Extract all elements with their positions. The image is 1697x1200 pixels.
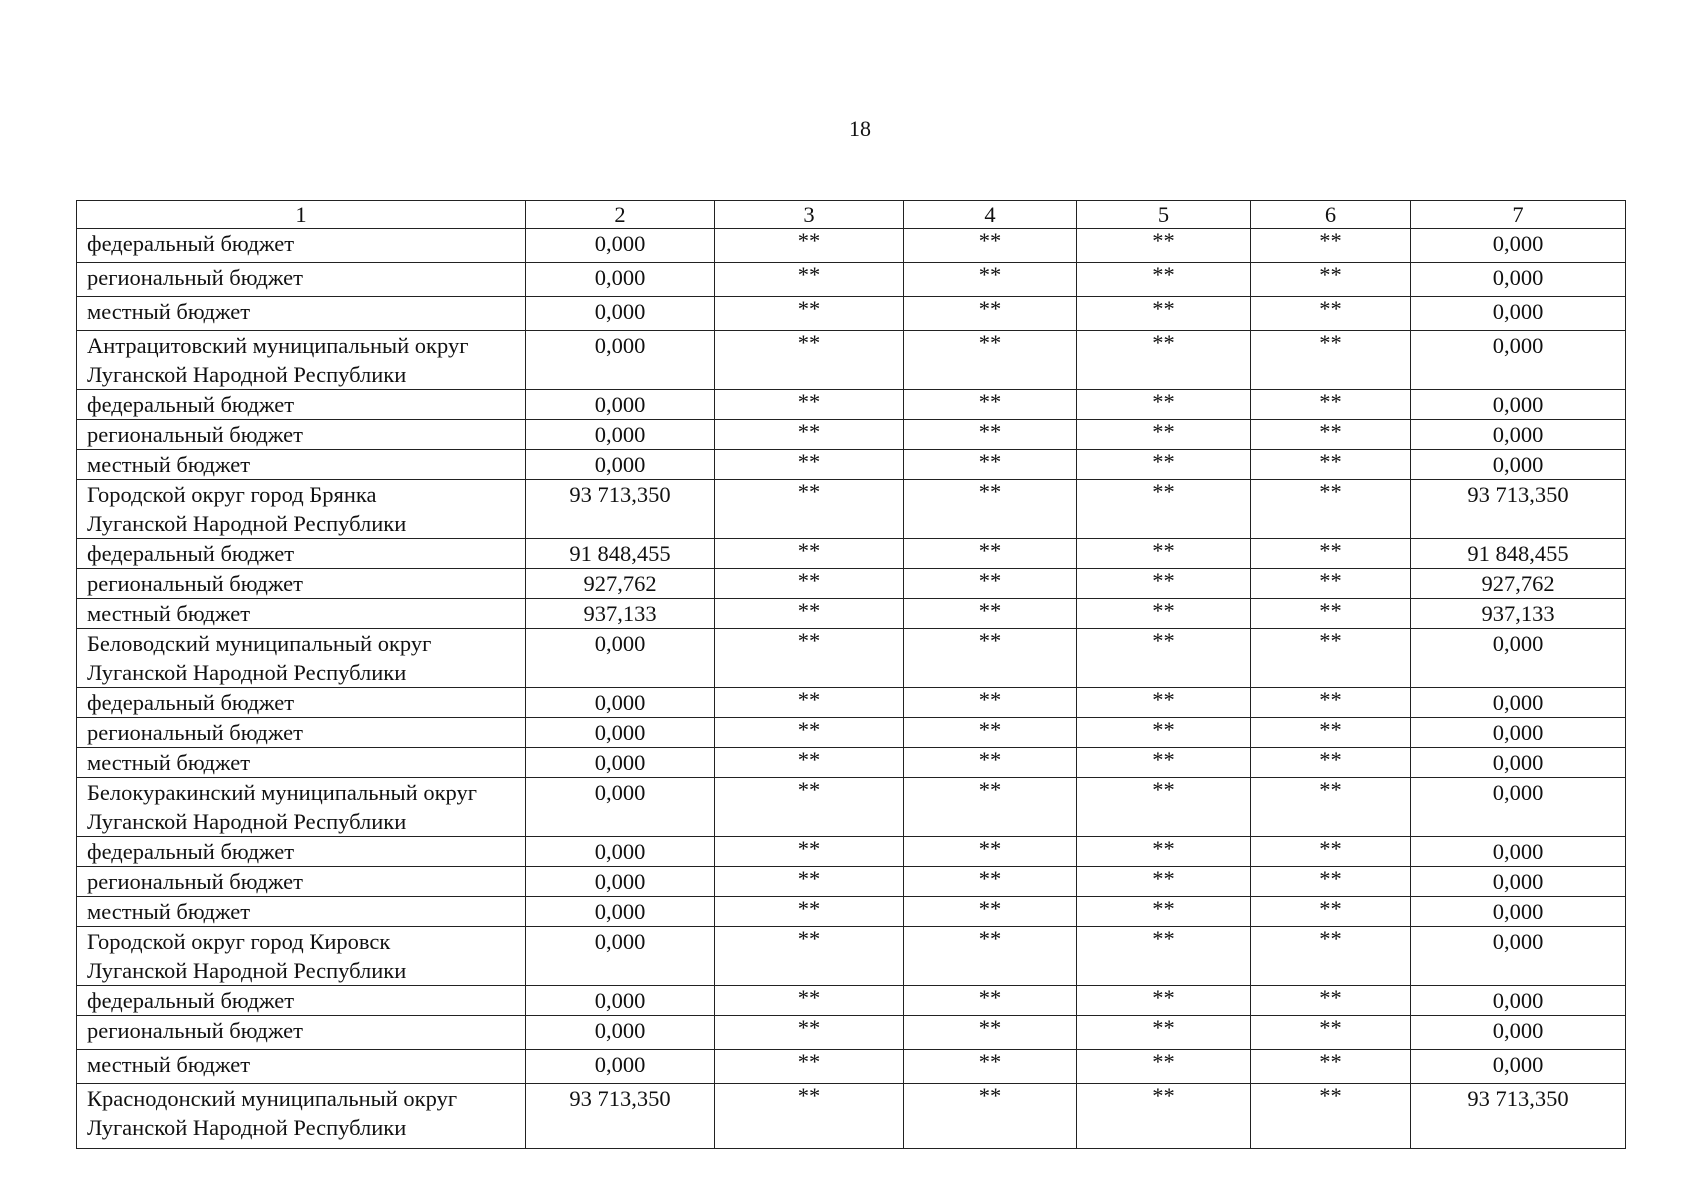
amount-cell: 93 713,350 — [526, 1084, 715, 1149]
not-applicable-cell: ** — [1251, 297, 1411, 331]
municipality-name-cell — [77, 778, 526, 837]
amount-cell: 927,762 — [526, 569, 715, 599]
budget-row — [77, 837, 1626, 867]
municipality-row — [77, 778, 1626, 837]
not-applicable-cell: ** — [904, 539, 1077, 569]
budget-type-cell: местный бюджет — [77, 748, 526, 778]
budget-type-cell: местный бюджет — [77, 1050, 526, 1084]
amount-cell: 0,000 — [526, 837, 715, 867]
municipality-row — [77, 1084, 1626, 1149]
not-applicable-cell: ** — [715, 1084, 904, 1149]
not-applicable-cell: ** — [715, 229, 904, 263]
not-applicable-cell: ** — [1251, 599, 1411, 629]
amount-cell: 0,000 — [526, 229, 715, 263]
not-applicable-cell: ** — [715, 420, 904, 450]
total-cell: 937,133 — [1411, 599, 1626, 629]
not-applicable-cell: ** — [715, 748, 904, 778]
amount-cell: 0,000 — [526, 778, 715, 837]
not-applicable-cell: ** — [904, 1084, 1077, 1149]
not-applicable-cell: ** — [715, 867, 904, 897]
not-applicable-cell: ** — [1077, 986, 1251, 1016]
total-cell: 927,762 — [1411, 569, 1626, 599]
municipality-name-line: Луганской Народной Республики — [87, 958, 407, 983]
not-applicable-cell: ** — [1251, 331, 1411, 390]
total-cell: 0,000 — [1411, 1016, 1626, 1050]
budget-row — [77, 539, 1626, 569]
not-applicable-cell: ** — [715, 897, 904, 927]
not-applicable-cell: ** — [904, 867, 1077, 897]
not-applicable-cell: ** — [1077, 539, 1251, 569]
amount-cell: 0,000 — [526, 867, 715, 897]
not-applicable-cell: ** — [1077, 629, 1251, 688]
not-applicable-cell: ** — [904, 297, 1077, 331]
not-applicable-cell: ** — [1251, 688, 1411, 718]
not-applicable-cell: ** — [1251, 420, 1411, 450]
amount-cell: 0,000 — [526, 897, 715, 927]
not-applicable-cell: ** — [1251, 450, 1411, 480]
not-applicable-cell: ** — [1077, 897, 1251, 927]
budget-row — [77, 390, 1626, 420]
not-applicable-cell: ** — [1077, 569, 1251, 599]
municipality-name-line: Антрацитовский муниципальный округ — [87, 333, 469, 358]
not-applicable-cell: ** — [715, 599, 904, 629]
not-applicable-cell: ** — [904, 748, 1077, 778]
not-applicable-cell: ** — [715, 1016, 904, 1050]
header-row — [77, 201, 1626, 229]
not-applicable-cell: ** — [1077, 1084, 1251, 1149]
not-applicable-cell: ** — [715, 1050, 904, 1084]
total-cell: 0,000 — [1411, 229, 1626, 263]
total-cell: 0,000 — [1411, 450, 1626, 480]
amount-cell: 937,133 — [526, 599, 715, 629]
budget-type-cell: федеральный бюджет — [77, 837, 526, 867]
budget-row — [77, 420, 1626, 450]
budget-row — [77, 897, 1626, 927]
not-applicable-cell: ** — [715, 480, 904, 539]
budget-row — [77, 599, 1626, 629]
amount-cell: 0,000 — [526, 263, 715, 297]
column-header-5: 5 — [1077, 201, 1251, 229]
total-cell: 0,000 — [1411, 390, 1626, 420]
not-applicable-cell: ** — [904, 420, 1077, 450]
not-applicable-cell: ** — [715, 629, 904, 688]
amount-cell: 0,000 — [526, 927, 715, 986]
not-applicable-cell: ** — [1251, 569, 1411, 599]
not-applicable-cell: ** — [904, 331, 1077, 390]
page-number: 18 — [849, 116, 871, 141]
not-applicable-cell: ** — [1251, 837, 1411, 867]
not-applicable-cell: ** — [1251, 867, 1411, 897]
not-applicable-cell: ** — [1077, 263, 1251, 297]
not-applicable-cell: ** — [904, 1050, 1077, 1084]
municipality-name-line: Луганской Народной Республики — [87, 1115, 407, 1140]
municipality-name-line: Луганской Народной Республики — [87, 511, 407, 536]
not-applicable-cell: ** — [1251, 480, 1411, 539]
column-header-3: 3 — [715, 201, 904, 229]
not-applicable-cell: ** — [1077, 1016, 1251, 1050]
not-applicable-cell: ** — [1077, 1050, 1251, 1084]
municipality-name-line: Белокуракинский муниципальный округ — [87, 780, 477, 805]
budget-type-cell: региональный бюджет — [77, 420, 526, 450]
not-applicable-cell: ** — [1077, 688, 1251, 718]
not-applicable-cell: ** — [1077, 331, 1251, 390]
not-applicable-cell: ** — [1077, 718, 1251, 748]
budget-type-cell: федеральный бюджет — [77, 539, 526, 569]
not-applicable-cell: ** — [904, 450, 1077, 480]
not-applicable-cell: ** — [1077, 297, 1251, 331]
not-applicable-cell: ** — [1077, 420, 1251, 450]
amount-cell: 0,000 — [526, 986, 715, 1016]
column-header-1: 1 — [77, 201, 526, 229]
municipality-row — [77, 629, 1626, 688]
municipality-name-line: Луганской Народной Республики — [87, 809, 407, 834]
not-applicable-cell: ** — [904, 390, 1077, 420]
not-applicable-cell: ** — [1251, 263, 1411, 297]
budget-type-cell: местный бюджет — [77, 599, 526, 629]
not-applicable-cell: ** — [715, 718, 904, 748]
amount-cell: 0,000 — [526, 420, 715, 450]
amount-cell: 93 713,350 — [526, 480, 715, 539]
not-applicable-cell: ** — [904, 263, 1077, 297]
budget-type-cell: региональный бюджет — [77, 718, 526, 748]
column-header-7: 7 — [1411, 201, 1626, 229]
amount-cell: 0,000 — [526, 390, 715, 420]
total-cell: 0,000 — [1411, 986, 1626, 1016]
amount-cell: 0,000 — [526, 1016, 715, 1050]
budget-row — [77, 718, 1626, 748]
not-applicable-cell: ** — [715, 837, 904, 867]
municipality-name-cell — [77, 1084, 526, 1149]
budget-type-cell: федеральный бюджет — [77, 390, 526, 420]
budget-row — [77, 569, 1626, 599]
not-applicable-cell: ** — [1251, 539, 1411, 569]
not-applicable-cell: ** — [1251, 629, 1411, 688]
not-applicable-cell: ** — [715, 778, 904, 837]
not-applicable-cell: ** — [1251, 1050, 1411, 1084]
not-applicable-cell: ** — [715, 688, 904, 718]
not-applicable-cell: ** — [715, 986, 904, 1016]
not-applicable-cell: ** — [1251, 986, 1411, 1016]
total-cell: 0,000 — [1411, 748, 1626, 778]
budget-type-cell: местный бюджет — [77, 297, 526, 331]
not-applicable-cell: ** — [715, 263, 904, 297]
budget-row — [77, 229, 1626, 263]
not-applicable-cell: ** — [1077, 837, 1251, 867]
total-cell: 93 713,350 — [1411, 480, 1626, 539]
amount-cell: 0,000 — [526, 718, 715, 748]
not-applicable-cell: ** — [904, 986, 1077, 1016]
municipality-row — [77, 331, 1626, 390]
not-applicable-cell: ** — [1077, 390, 1251, 420]
column-header-2: 2 — [526, 201, 715, 229]
total-cell: 0,000 — [1411, 688, 1626, 718]
budget-row — [77, 986, 1626, 1016]
not-applicable-cell: ** — [1077, 480, 1251, 539]
budget-row — [77, 688, 1626, 718]
budget-row — [77, 1016, 1626, 1050]
not-applicable-cell: ** — [1251, 927, 1411, 986]
budget-type-cell: региональный бюджет — [77, 867, 526, 897]
total-cell: 0,000 — [1411, 331, 1626, 390]
not-applicable-cell: ** — [1251, 897, 1411, 927]
municipality-name-cell — [77, 480, 526, 539]
not-applicable-cell: ** — [1077, 748, 1251, 778]
amount-cell: 0,000 — [526, 748, 715, 778]
amount-cell: 0,000 — [526, 450, 715, 480]
budget-type-cell: региональный бюджет — [77, 263, 526, 297]
municipality-name-cell — [77, 331, 526, 390]
total-cell: 0,000 — [1411, 778, 1626, 837]
budget-type-cell: федеральный бюджет — [77, 229, 526, 263]
budget-row — [77, 297, 1626, 331]
total-cell: 0,000 — [1411, 897, 1626, 927]
total-cell: 0,000 — [1411, 420, 1626, 450]
amount-cell: 91 848,455 — [526, 539, 715, 569]
budget-row — [77, 748, 1626, 778]
total-cell: 0,000 — [1411, 837, 1626, 867]
budget-row — [77, 867, 1626, 897]
not-applicable-cell: ** — [1251, 1016, 1411, 1050]
not-applicable-cell: ** — [904, 927, 1077, 986]
not-applicable-cell: ** — [904, 688, 1077, 718]
not-applicable-cell: ** — [904, 1016, 1077, 1050]
not-applicable-cell: ** — [715, 569, 904, 599]
municipality-name-cell — [77, 629, 526, 688]
municipality-row — [77, 480, 1626, 539]
budget-type-cell: региональный бюджет — [77, 1016, 526, 1050]
budget-type-cell: местный бюджет — [77, 450, 526, 480]
total-cell: 0,000 — [1411, 867, 1626, 897]
not-applicable-cell: ** — [904, 778, 1077, 837]
total-cell: 0,000 — [1411, 718, 1626, 748]
not-applicable-cell: ** — [1077, 450, 1251, 480]
not-applicable-cell: ** — [1251, 1084, 1411, 1149]
municipality-name-line: Луганской Народной Республики — [87, 660, 407, 685]
budget-row — [77, 1050, 1626, 1084]
total-cell: 0,000 — [1411, 927, 1626, 986]
amount-cell: 0,000 — [526, 629, 715, 688]
municipality-row — [77, 927, 1626, 986]
total-cell: 0,000 — [1411, 263, 1626, 297]
budget-type-cell: федеральный бюджет — [77, 688, 526, 718]
not-applicable-cell: ** — [1251, 718, 1411, 748]
not-applicable-cell: ** — [904, 569, 1077, 599]
municipality-name-line: Беловодский муниципальный округ — [87, 631, 432, 656]
not-applicable-cell: ** — [904, 718, 1077, 748]
budget-type-cell: местный бюджет — [77, 897, 526, 927]
amount-cell: 0,000 — [526, 297, 715, 331]
amount-cell: 0,000 — [526, 331, 715, 390]
not-applicable-cell: ** — [1251, 778, 1411, 837]
not-applicable-cell: ** — [904, 599, 1077, 629]
amount-cell: 0,000 — [526, 688, 715, 718]
municipality-name-line: Луганской Народной Республики — [87, 362, 407, 387]
not-applicable-cell: ** — [715, 450, 904, 480]
not-applicable-cell: ** — [1077, 927, 1251, 986]
not-applicable-cell: ** — [715, 297, 904, 331]
total-cell: 0,000 — [1411, 297, 1626, 331]
total-cell: 0,000 — [1411, 629, 1626, 688]
budget-row — [77, 263, 1626, 297]
column-header-4: 4 — [904, 201, 1077, 229]
not-applicable-cell: ** — [1077, 599, 1251, 629]
not-applicable-cell: ** — [1077, 867, 1251, 897]
not-applicable-cell: ** — [715, 927, 904, 986]
not-applicable-cell: ** — [715, 390, 904, 420]
municipality-name-line: Краснодонский муниципальный округ — [87, 1086, 458, 1111]
not-applicable-cell: ** — [1077, 778, 1251, 837]
not-applicable-cell: ** — [715, 539, 904, 569]
not-applicable-cell: ** — [904, 480, 1077, 539]
budget-row — [77, 450, 1626, 480]
not-applicable-cell: ** — [1251, 229, 1411, 263]
municipality-name-line: Городской округ город Брянка — [87, 482, 377, 507]
not-applicable-cell: ** — [1251, 748, 1411, 778]
not-applicable-cell: ** — [904, 837, 1077, 867]
not-applicable-cell: ** — [904, 897, 1077, 927]
column-header-6: 6 — [1251, 201, 1411, 229]
not-applicable-cell: ** — [904, 629, 1077, 688]
municipality-name-cell — [77, 927, 526, 986]
not-applicable-cell: ** — [1077, 229, 1251, 263]
budget-type-cell: федеральный бюджет — [77, 986, 526, 1016]
municipality-name-line: Городской округ город Кировск — [87, 929, 391, 954]
budget-type-cell: региональный бюджет — [77, 569, 526, 599]
amount-cell: 0,000 — [526, 1050, 715, 1084]
total-cell: 0,000 — [1411, 1050, 1626, 1084]
not-applicable-cell: ** — [904, 229, 1077, 263]
budget-table — [76, 200, 1626, 1149]
total-cell: 93 713,350 — [1411, 1084, 1626, 1149]
not-applicable-cell: ** — [1251, 390, 1411, 420]
table-body — [77, 229, 1626, 1149]
not-applicable-cell: ** — [715, 331, 904, 390]
total-cell: 91 848,455 — [1411, 539, 1626, 569]
